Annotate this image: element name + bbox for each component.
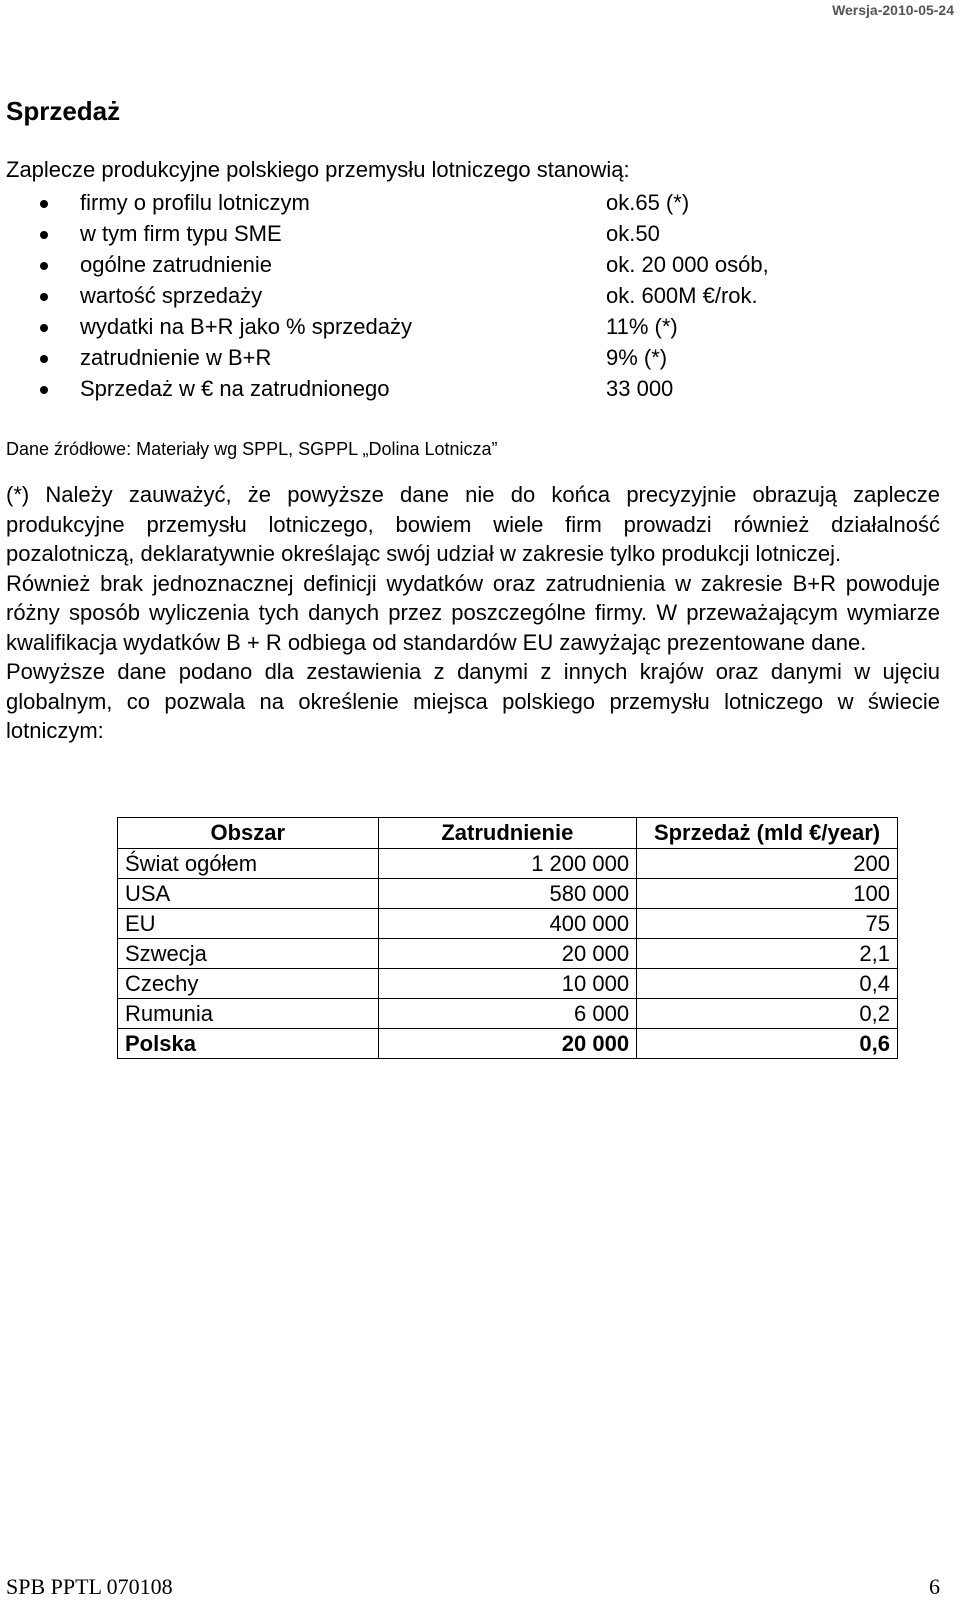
cell-employment: 10 000 (378, 969, 636, 999)
cell-sales: 200 (637, 849, 898, 879)
cell-area: Czechy (118, 969, 379, 999)
cell-employment: 1 200 000 (378, 849, 636, 879)
cell-area: Szwecja (118, 939, 379, 969)
page-title: Sprzedaż (6, 96, 121, 126)
bullet-icon (40, 231, 48, 239)
bullet-value: ok. 20 000 osób, (606, 252, 769, 277)
table-row (118, 969, 898, 999)
notes-section (6, 480, 940, 746)
bullet-icon (40, 293, 48, 301)
table-row (118, 939, 898, 969)
sources-note: Dane źródłowe: Materiały wg SPPL, SGPPL „Dolina Lotnicza” (6, 439, 498, 459)
cell-employment: 20 000 (378, 939, 636, 969)
header-employment: Zatrudnienie (378, 818, 636, 849)
bullet-icon (40, 262, 48, 270)
list-item (0, 187, 960, 218)
bullet-label: ogólne zatrudnienie (80, 252, 273, 277)
cell-sales: 0,6 (637, 1029, 898, 1059)
bullet-label: w tym firm typu SME (80, 221, 282, 246)
footer-doc-id: SPB PPTL 070108 (6, 1574, 173, 1599)
bullet-value: ok. 600M €/rok. (606, 283, 758, 308)
bullet-value: 9% (*) (606, 345, 668, 370)
header-area: Obszar (118, 818, 379, 849)
bullet-value: ok.50 (606, 221, 660, 246)
list-item (0, 249, 960, 280)
note-paragraph: Powyższe dane podano dla zestawienia z danymi z innych krajów oraz danymi w ujęciu globalnym, co pozwala na określenie miejsca polskiego przemysłu lotniczego w świecie lotniczym: (6, 659, 940, 743)
cell-employment: 6 000 (378, 999, 636, 1029)
list-item (0, 311, 960, 342)
bullet-icon (40, 386, 48, 394)
list-item (0, 373, 960, 404)
cell-employment: 580 000 (378, 879, 636, 909)
version-label: Wersja-2010-05-24 (832, 2, 954, 18)
cell-employment: 20 000 (378, 1029, 636, 1059)
intro-text: Zaplecze produkcyjne polskiego przemysłu lotniczego stanowią: (6, 157, 630, 182)
header-sales: Sprzedaż (mld €/year) (637, 818, 898, 849)
bullet-icon (40, 355, 48, 363)
cell-sales: 0,2 (637, 999, 898, 1029)
list-item (0, 218, 960, 249)
bullet-label: firmy o profilu lotniczym (80, 190, 310, 215)
cell-area: Polska (118, 1029, 379, 1059)
cell-area: USA (118, 879, 379, 909)
cell-employment: 400 000 (378, 909, 636, 939)
bullet-value: 11% (*) (606, 314, 678, 339)
bullet-icon (40, 324, 48, 332)
bullet-icon (40, 200, 48, 208)
comparison-table (117, 817, 898, 1059)
table-row (118, 999, 898, 1029)
note-paragraph: (*) Należy zauważyć, że powyższe dane nie do końca precyzyjnie obrazują zaplecze produkcyjne przemysłu lotniczego, bowiem wiele firm prowadzi również działalność pozalotniczą, deklaratywnie określając swój udział w zakresie tylko produkcji lotniczej. (6, 482, 940, 566)
bullet-label: wartość sprzedaży (80, 283, 263, 308)
cell-area: EU (118, 909, 379, 939)
cell-sales: 2,1 (637, 939, 898, 969)
table-row (118, 849, 898, 879)
bullet-value: ok.65 (*) (606, 190, 690, 215)
table-header-row (118, 818, 898, 849)
cell-sales: 75 (637, 909, 898, 939)
cell-sales: 0,4 (637, 969, 898, 999)
bullet-value: 33 000 (606, 376, 674, 401)
table-row (118, 879, 898, 909)
cell-area: Rumunia (118, 999, 379, 1029)
bullet-label: zatrudnienie w B+R (80, 345, 272, 370)
bullet-label: wydatki na B+R jako % sprzedaży (80, 314, 412, 339)
cell-sales: 100 (637, 879, 898, 909)
table-row (118, 909, 898, 939)
note-paragraph: Również brak jednoznacznej definicji wydatków oraz zatrudnienia w zakresie B+R powoduje różny sposób wyliczenia tych danych przez poszczególne firmy. W przeważającym wymiarze kwalifikacja wydatków B + R odbiega od standardów EU zawyżając prezentowane dane. (6, 570, 940, 655)
list-item (0, 342, 960, 373)
cell-area: Świat ogółem (118, 849, 379, 879)
bullet-label: Sprzedaż w € na zatrudnionego (80, 376, 390, 401)
page-number: 6 (929, 1574, 940, 1599)
table-row-highlight (118, 1029, 898, 1059)
list-item (0, 280, 960, 311)
bullet-list (0, 187, 960, 404)
